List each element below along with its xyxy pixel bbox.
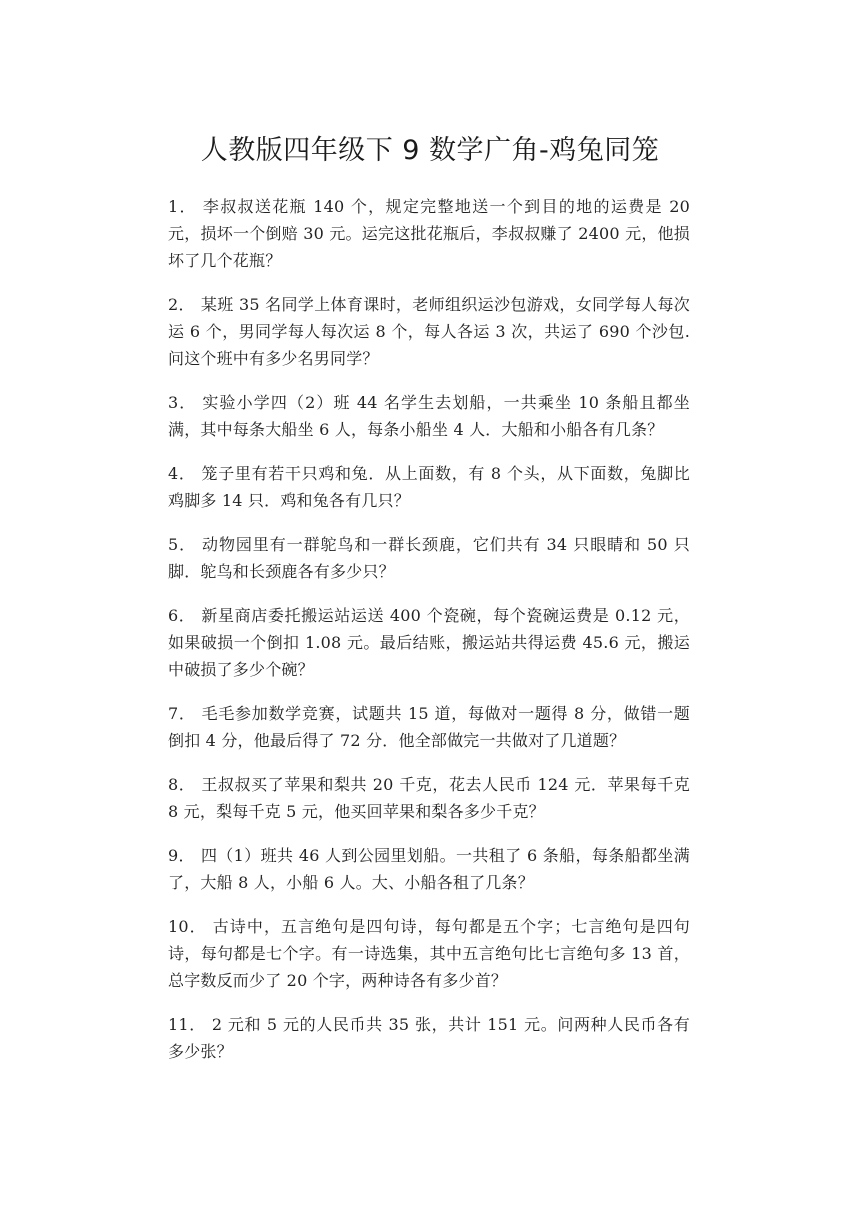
problem-item xyxy=(168,842,690,896)
problem-item xyxy=(168,700,690,754)
problem-number: 8． xyxy=(168,775,196,794)
document-title: 人教版四年级下 9 数学广角-鸡兔同笼 xyxy=(200,135,660,166)
problem-number: 9． xyxy=(168,846,195,865)
problem-item xyxy=(168,460,690,514)
problem-text: 2 元和 5 元的人民币共 35 张，共计 151 元。问两种人民币各有多少张？ xyxy=(168,1015,690,1061)
problem-text: 四（1）班共 46 人到公园里划船。一共租了 6 条船，每条船都坐满了，大船 8 人，小船 6 人。大、小船各租了几条？ xyxy=(168,846,690,892)
problem-item xyxy=(168,193,690,274)
problem-number: 3． xyxy=(168,393,197,412)
problem-number: 4． xyxy=(168,464,196,483)
problem-text: 某班 35 名同学上体育课时，老师组织运沙包游戏，女同学每人每次运 6 个，男同学每人每次运 8 个，每人各运 3 次，共运了 690 个沙包.问这个班中有多少名男同学？ xyxy=(168,295,690,368)
problem-number: 1． xyxy=(168,197,197,216)
problem-list xyxy=(168,193,690,1082)
problem-text: 古诗中，五言绝句是四句诗，每句都是五个字；七言绝句是四句诗，每句都是七个字。有一诗选集，其中五言绝句比七言绝句多 13 首，总字数反而少了 20 个字，两种诗各有多少首？ xyxy=(168,917,690,990)
problem-item xyxy=(168,531,690,585)
problem-item xyxy=(168,771,690,825)
problem-text: 笼子里有若干只鸡和兔．从上面数，有 8 个头，从下面数，兔脚比鸡脚多 14 只．鸡和兔各有几只？ xyxy=(168,464,690,510)
problem-text: 毛毛参加数学竞赛，试题共 15 道，每做对一题得 8 分，做错一题倒扣 4 分，他最后得了 72 分．他全部做完一共做对了几道题？ xyxy=(168,704,690,750)
problem-text: 王叔叔买了苹果和梨共 20 千克，花去人民币 124 元．苹果每千克 8 元，梨每千克 5 元，他买回苹果和梨各多少千克？ xyxy=(168,775,690,821)
problem-item xyxy=(168,602,690,683)
problem-number: 2． xyxy=(168,295,195,314)
problem-number: 7． xyxy=(168,704,196,723)
problem-number: 10． xyxy=(168,917,207,936)
problem-item xyxy=(168,913,690,994)
problem-number: 11． xyxy=(168,1015,206,1034)
problem-text: 实验小学四（2）班 44 名学生去划船，一共乘坐 10 条船且都坐满，其中每条大船坐 6 人，每条小船坐 4 人．大船和小船各有几条？ xyxy=(168,393,690,439)
problem-item xyxy=(168,389,690,443)
problem-number: 5． xyxy=(168,535,197,554)
problem-number: 6． xyxy=(168,606,196,625)
problem-text: 新星商店委托搬运站运送 400 个瓷碗，每个瓷碗运费是 0.12 元，如果破损一个倒扣 1.08 元。最后结账，搬运站共得运费 45.6 元，搬运中破损了多少个碗？ xyxy=(168,606,690,679)
problem-text: 动物园里有一群鸵鸟和一群长颈鹿，它们共有 34 只眼睛和 50 只脚．鸵鸟和长颈鹿各有多少只？ xyxy=(168,535,690,581)
problem-item xyxy=(168,1011,690,1065)
problem-item xyxy=(168,291,690,372)
problem-text: 李叔叔送花瓶 140 个，规定完整地送一个到目的地的运费是 20 元，损坏一个倒赔 30 元。运完这批花瓶后，李叔叔赚了 2400 元，他损坏了几个花瓶？ xyxy=(168,197,690,270)
